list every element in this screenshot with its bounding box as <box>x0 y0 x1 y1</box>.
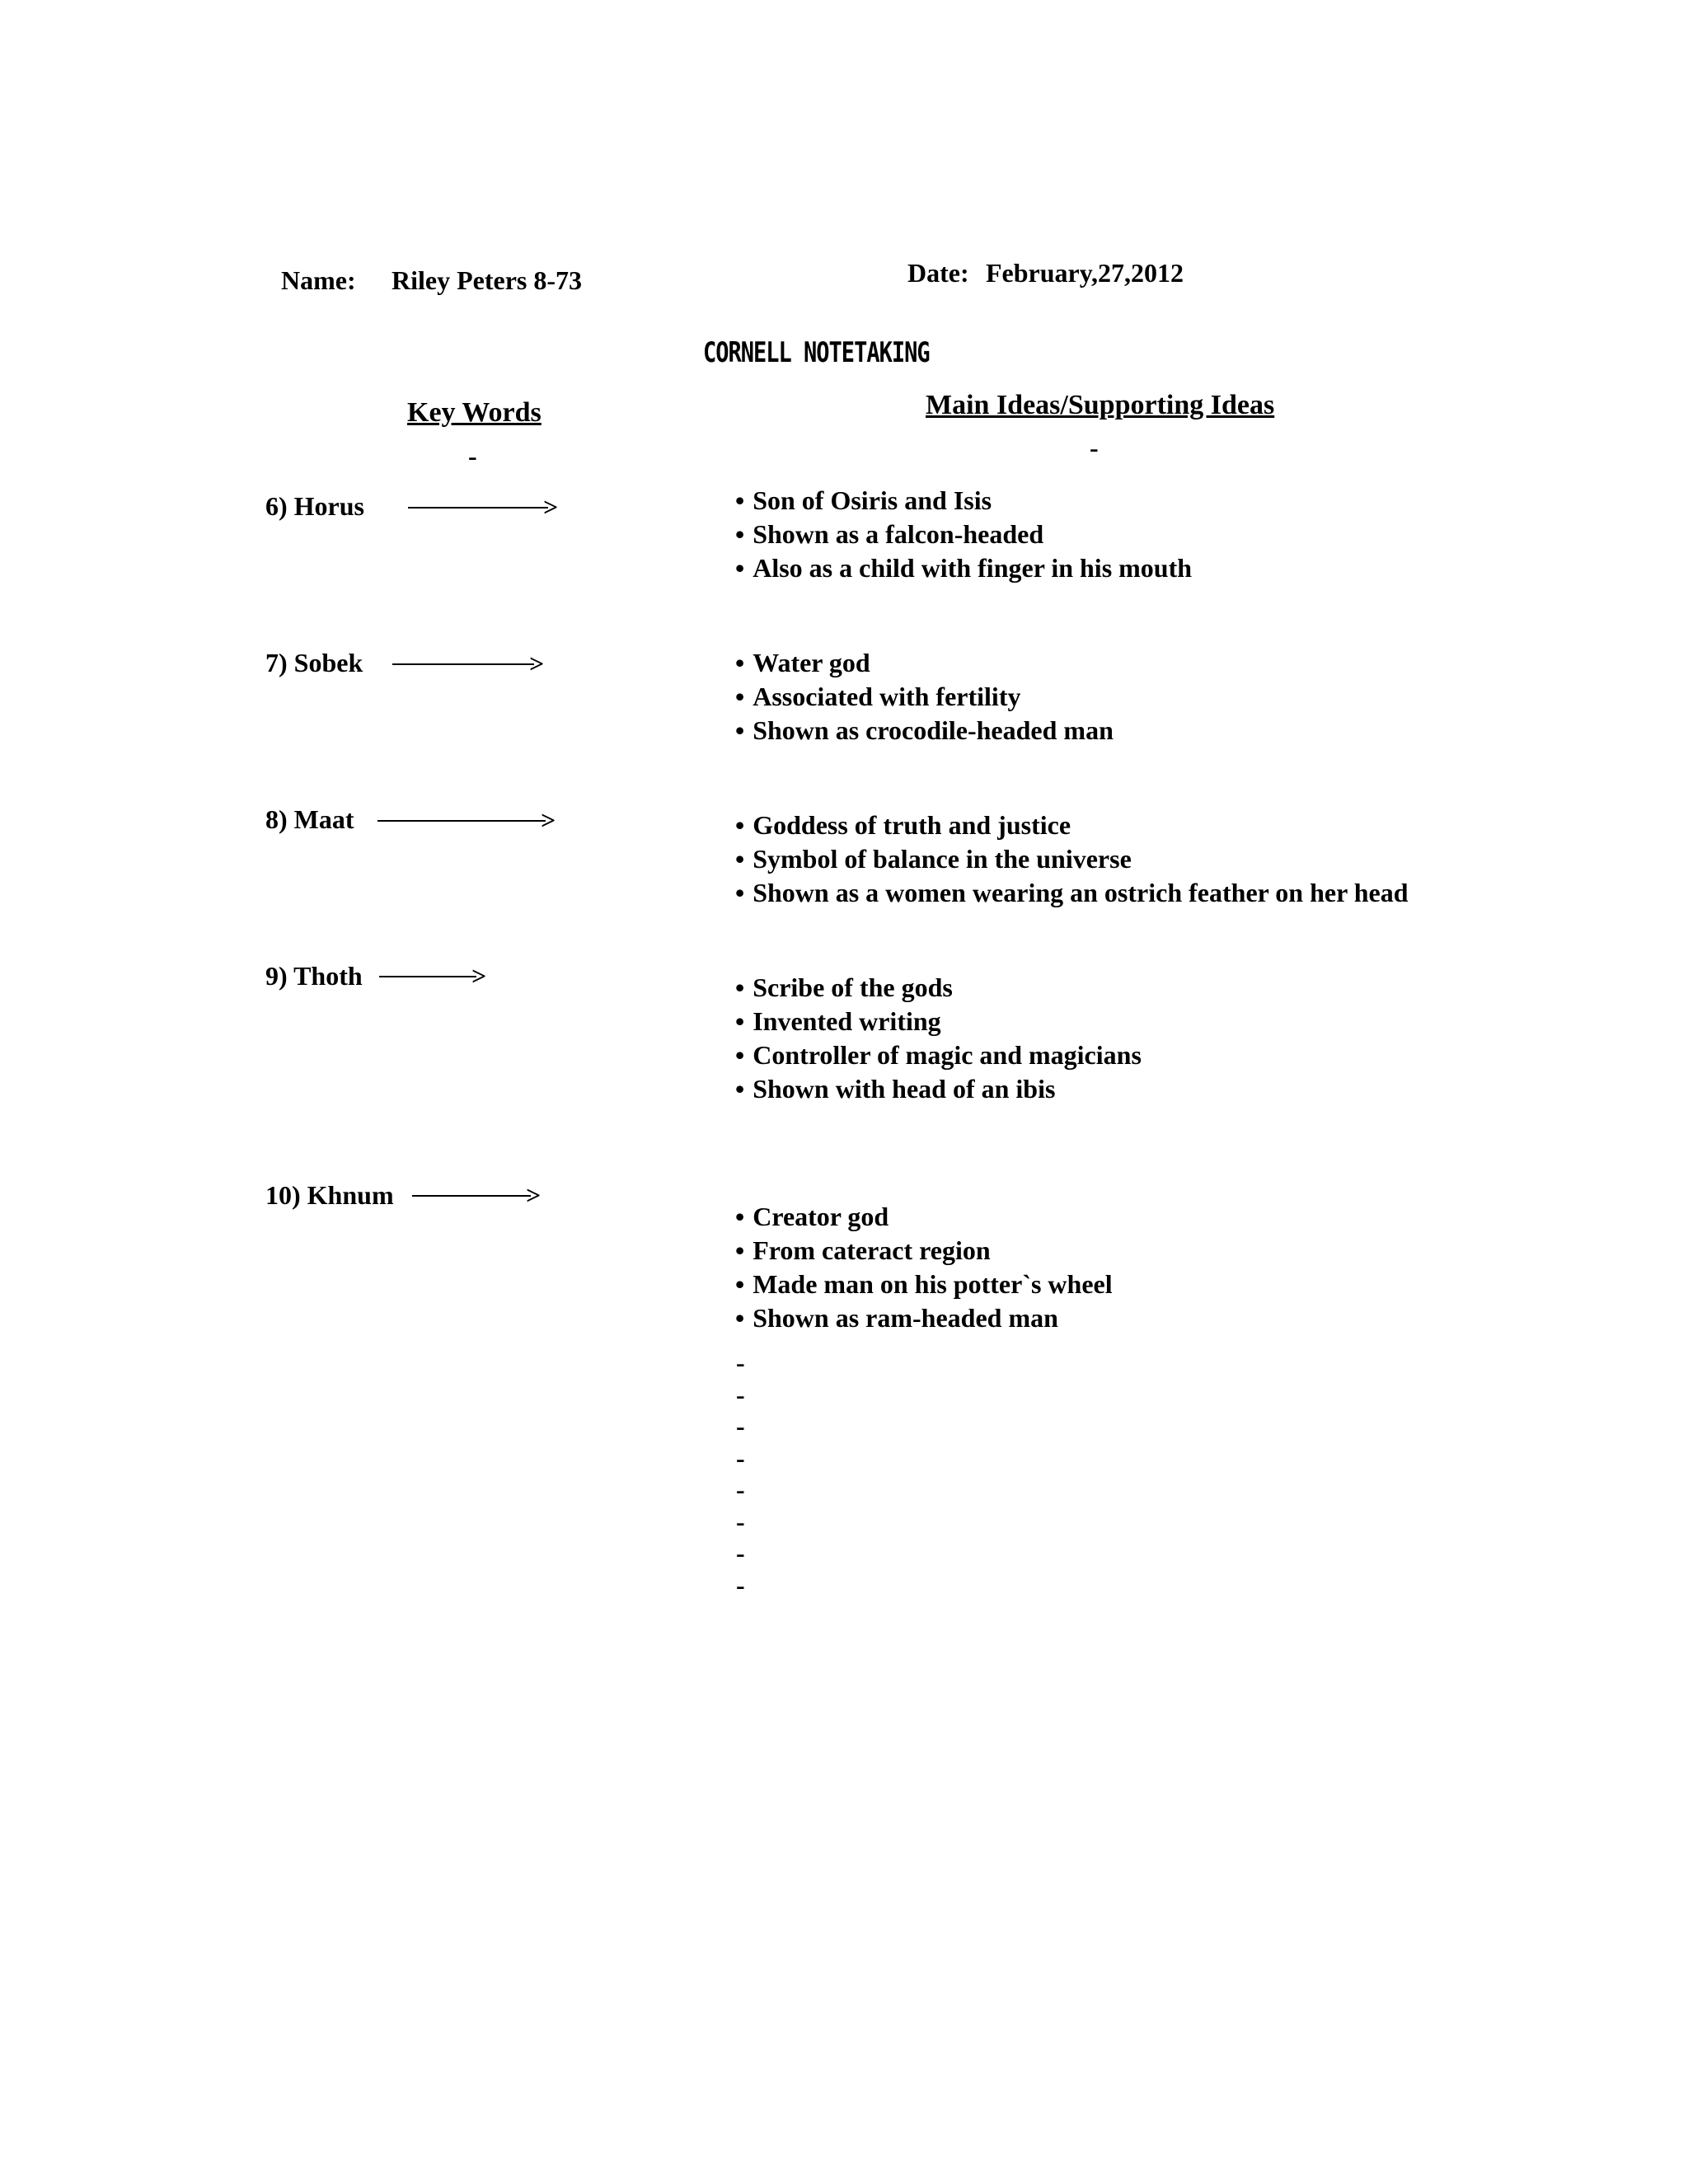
dash-item: - <box>736 1538 745 1568</box>
arrow-thoth <box>379 961 488 991</box>
list-item: • Goddess of truth and justice <box>735 808 1408 842</box>
key-word-khnum: 10) Khnum <box>265 1180 394 1210</box>
trailing-dash-list <box>736 1347 745 1601</box>
name-value: Riley Peters 8-73 <box>392 265 583 295</box>
dash-item: - <box>736 1379 745 1409</box>
ideas-list-horus <box>735 484 1192 585</box>
list-item: • Shown as a falcon-headed <box>735 518 1192 551</box>
arrow-khnum <box>412 1180 542 1210</box>
key-word-sobek: 7) Sobek <box>265 648 363 677</box>
list-item: • Associated with fertility <box>735 680 1114 714</box>
arrow-sobek <box>392 649 546 678</box>
arrow-head: > <box>543 492 559 522</box>
list-item: • Shown as ram-headed man <box>735 1301 1113 1335</box>
ideas-list-maat <box>735 808 1408 910</box>
arrow-head: > <box>526 1180 542 1210</box>
key-words-dash: - <box>468 441 477 471</box>
dash-item: - <box>736 1442 745 1473</box>
ideas-list-sobek <box>735 646 1114 748</box>
date-value: February,27,2012 <box>986 258 1184 288</box>
list-item: • Creator god <box>735 1200 1113 1234</box>
list-item: • Shown as crocodile-headed man <box>735 714 1114 748</box>
dash-item: - <box>736 1474 745 1504</box>
list-item: • From cateract region <box>735 1234 1113 1268</box>
list-item: • Also as a child with finger in his mouth <box>735 551 1192 585</box>
arrow-head: > <box>529 649 545 678</box>
list-item: • Shown with head of an ibis <box>735 1072 1142 1106</box>
arrow-line <box>412 1195 531 1197</box>
list-item: • Scribe of the gods <box>735 971 1142 1005</box>
arrow-line <box>392 663 534 665</box>
date-label: Date: <box>907 258 969 288</box>
arrow-head: > <box>541 805 556 835</box>
list-item: • Shown as a women wearing an ostrich feather on her head <box>735 876 1408 910</box>
list-item: • Controller of magic and magicians <box>735 1038 1142 1072</box>
ideas-list-thoth <box>735 971 1142 1106</box>
list-item: • Son of Osiris and Isis <box>735 484 1192 518</box>
page-title: CORNELL NOTETAKING <box>703 337 930 369</box>
dash-item: - <box>736 1506 745 1536</box>
arrow-horus <box>408 492 560 522</box>
dash-item: - <box>736 1411 745 1441</box>
key-word-horus: 6) Horus <box>265 491 364 521</box>
arrow-line <box>377 820 546 822</box>
list-item: • Made man on his potter`s wheel <box>735 1268 1113 1301</box>
list-item: • Symbol of balance in the universe <box>735 842 1408 876</box>
ideas-list-khnum <box>735 1200 1113 1335</box>
key-word-thoth: 9) Thoth <box>265 961 363 991</box>
dash-item: - <box>736 1569 745 1600</box>
key-words-heading: Key Words <box>407 397 542 428</box>
arrow-line <box>408 507 548 509</box>
name-label: Name: <box>281 265 356 295</box>
main-ideas-heading: Main Ideas/Supporting Ideas <box>926 390 1275 420</box>
dash-item: - <box>736 1347 745 1377</box>
arrow-maat <box>377 805 557 835</box>
key-word-maat: 8) Maat <box>265 804 354 834</box>
arrow-head: > <box>471 961 487 991</box>
list-item: • Water god <box>735 646 1114 680</box>
main-ideas-dash: - <box>1090 433 1099 462</box>
arrow-line <box>379 976 476 977</box>
list-item: • Invented writing <box>735 1005 1142 1038</box>
